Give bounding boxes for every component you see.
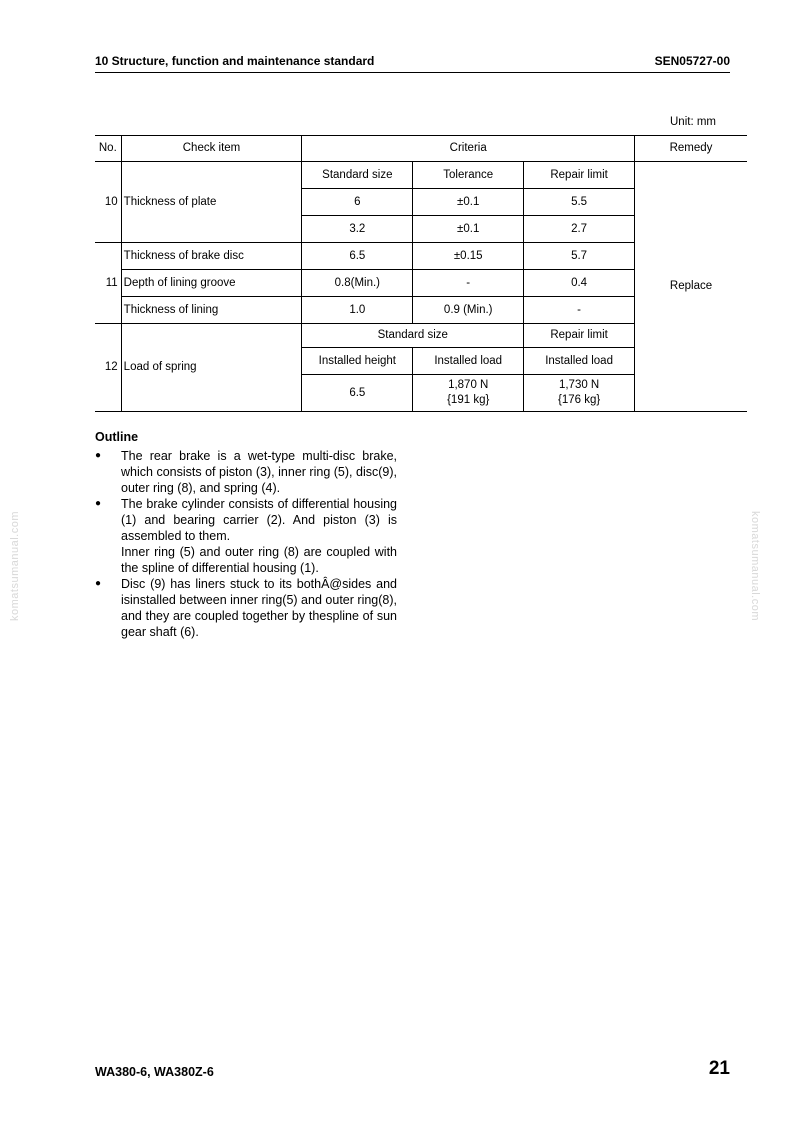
- header-no: No.: [95, 136, 121, 162]
- tolerance-value: ±0.1: [413, 216, 524, 243]
- repair-limit-value: -: [524, 297, 635, 324]
- item-no: 12: [95, 324, 121, 412]
- model-label: WA380-6, WA380Z-6: [95, 1065, 214, 1079]
- check-item: Thickness of lining: [121, 297, 302, 324]
- list-item: [95, 448, 397, 496]
- outline-heading: Outline: [95, 430, 139, 444]
- repair-limit-value: 5.5: [524, 189, 635, 216]
- unit-label: Unit: mm: [670, 116, 716, 128]
- list-item: [95, 576, 397, 640]
- watermark-left: komatsumanual.com: [9, 511, 21, 621]
- sub-header-repair-limit: Repair limit: [524, 324, 635, 348]
- tolerance-value: -: [413, 270, 524, 297]
- sub-header-installed-load: Installed load: [413, 348, 524, 375]
- header-check-item: Check item: [121, 136, 302, 162]
- sub-header-standard-size: Standard size: [302, 324, 524, 348]
- standard-size-value: 1.0: [302, 297, 413, 324]
- outline-paragraph: The rear brake is a wet-type multi-disc brake, which consists of piston (3), inner ring (5), disc(9), outer ring (8), and spring (4).: [121, 449, 397, 495]
- limit-value-newton: 1,730 N: [558, 379, 600, 391]
- header-criteria: Criteria: [302, 136, 635, 162]
- page-footer: [95, 1058, 730, 1082]
- watermark-right: komatsumanual.com: [749, 511, 761, 621]
- outline-paragraph: The brake cylinder consists of differential housing (1) and bearing carrier (2). And piston (3) is assembled to them.: [121, 497, 397, 543]
- item-no: 11: [95, 243, 121, 324]
- repair-limit-value: 2.7: [524, 216, 635, 243]
- sub-header-tolerance: Tolerance: [413, 162, 524, 189]
- bullet-icon: ●: [95, 498, 102, 509]
- check-item: Load of spring: [121, 324, 302, 412]
- standard-size-value: 6: [302, 189, 413, 216]
- tolerance-value: ±0.1: [413, 189, 524, 216]
- load-limit-value: [524, 375, 635, 412]
- page-header: [95, 52, 730, 73]
- bullet-icon: ●: [95, 450, 102, 461]
- tolerance-value: ±0.15: [413, 243, 524, 270]
- outline-paragraph: Disc (9) has liners stuck to its bothÂ@sides and isinstalled between inner ring(5) and outer ring(8), and they are coupled together by thespline of sun gear shaft (6).: [121, 577, 397, 639]
- tolerance-value: 0.9 (Min.): [413, 297, 524, 324]
- maintenance-standard-table: [95, 135, 747, 412]
- document-code: SEN05727-00: [654, 54, 730, 68]
- section-title: 10 Structure, function and maintenance standard: [95, 54, 375, 68]
- standard-size-value: 0.8(Min.): [302, 270, 413, 297]
- table-row: [95, 162, 747, 189]
- standard-size-value: 3.2: [302, 216, 413, 243]
- standard-size-value: 6.5: [302, 243, 413, 270]
- check-item: Depth of lining groove: [121, 270, 302, 297]
- table-header-row: [95, 136, 747, 162]
- list-item: [95, 496, 397, 576]
- limit-value-kg: {176 kg}: [557, 394, 601, 406]
- bullet-icon: ●: [95, 578, 102, 589]
- sub-header-installed-load-limit: Installed load: [524, 348, 635, 375]
- outline-list: [95, 448, 397, 640]
- remedy-cell: Replace: [635, 162, 747, 412]
- installed-load-value: [413, 375, 524, 412]
- check-item: Thickness of plate: [121, 162, 302, 243]
- load-value-kg: {191 kg}: [447, 394, 490, 406]
- sub-header-standard-size: Standard size: [302, 162, 413, 189]
- sub-header-installed-height: Installed height: [302, 348, 413, 375]
- page-number: 21: [708, 1058, 730, 1079]
- repair-limit-value: 0.4: [524, 270, 635, 297]
- load-value-newton: 1,870 N: [448, 379, 489, 391]
- installed-height-value: 6.5: [302, 375, 413, 412]
- header-remedy: Remedy: [635, 136, 747, 162]
- sub-header-repair-limit: Repair limit: [524, 162, 635, 189]
- repair-limit-value: 5.7: [524, 243, 635, 270]
- check-item: Thickness of brake disc: [121, 243, 302, 270]
- item-no: 10: [95, 162, 121, 243]
- outline-paragraph: Inner ring (5) and outer ring (8) are coupled with the spline of differential housing (1).: [121, 545, 397, 575]
